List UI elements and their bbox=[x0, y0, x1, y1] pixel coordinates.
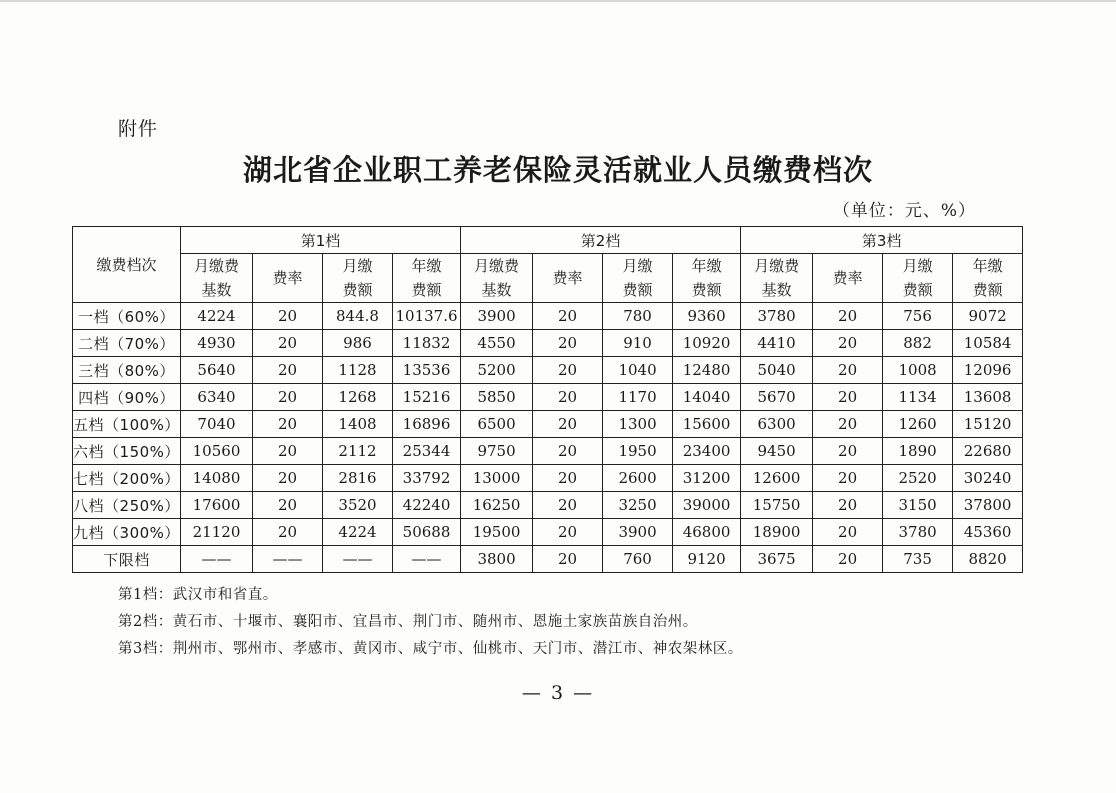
table-cell: 6340 bbox=[181, 384, 253, 411]
table-row bbox=[73, 303, 1023, 330]
note-tier-3: 第3档：荆州市、鄂州市、孝感市、黄冈市、咸宁市、仙桃市、天门市、潜江市、神农架林区。 bbox=[118, 641, 743, 657]
sub-header-row bbox=[73, 254, 1023, 303]
table-cell: 20 bbox=[253, 411, 323, 438]
table-cell: 20 bbox=[533, 303, 603, 330]
table-cell: 14080 bbox=[181, 465, 253, 492]
table-cell: 2816 bbox=[323, 465, 393, 492]
table-cell: 1040 bbox=[603, 357, 673, 384]
table-cell: 4224 bbox=[323, 519, 393, 546]
table-cell: 10560 bbox=[181, 438, 253, 465]
table-cell: 20 bbox=[813, 465, 883, 492]
table-cell: 6500 bbox=[461, 411, 533, 438]
table-cell: 6300 bbox=[741, 411, 813, 438]
table-cell: 9072 bbox=[953, 303, 1023, 330]
table-cell: —— bbox=[323, 546, 393, 573]
table-cell: 1890 bbox=[883, 438, 953, 465]
row-label: 二档（70%） bbox=[73, 330, 181, 357]
unit-note: （单位：元、%） bbox=[832, 201, 976, 221]
table-cell: 15216 bbox=[393, 384, 461, 411]
table-cell: 5040 bbox=[741, 357, 813, 384]
table-cell: 7040 bbox=[181, 411, 253, 438]
table-cell: 1008 bbox=[883, 357, 953, 384]
table-cell: 16250 bbox=[461, 492, 533, 519]
table-cell: 20 bbox=[253, 492, 323, 519]
table-cell: 12096 bbox=[953, 357, 1023, 384]
table-cell: 1300 bbox=[603, 411, 673, 438]
table-cell: 50688 bbox=[393, 519, 461, 546]
table-cell: 20 bbox=[813, 411, 883, 438]
sub-header-cell: 月缴费 基数 bbox=[181, 254, 253, 303]
row-label: 八档（250%） bbox=[73, 492, 181, 519]
table-cell: 16896 bbox=[393, 411, 461, 438]
table-cell: 5640 bbox=[181, 357, 253, 384]
table-cell: 20 bbox=[813, 519, 883, 546]
table-row bbox=[73, 546, 1023, 573]
table-row bbox=[73, 492, 1023, 519]
table-row bbox=[73, 357, 1023, 384]
table-cell: 42240 bbox=[393, 492, 461, 519]
table-cell: 13000 bbox=[461, 465, 533, 492]
notes bbox=[118, 582, 743, 663]
table-cell: 20 bbox=[533, 384, 603, 411]
table-cell: 3150 bbox=[883, 492, 953, 519]
table-cell: 2600 bbox=[603, 465, 673, 492]
table-cell: 20 bbox=[253, 519, 323, 546]
table-cell: 17600 bbox=[181, 492, 253, 519]
sub-header-cell: 月缴 费额 bbox=[323, 254, 393, 303]
table-body bbox=[73, 303, 1023, 573]
table-cell: 4410 bbox=[741, 330, 813, 357]
row-header-label: 缴费档次 bbox=[73, 227, 181, 303]
table-cell: 20 bbox=[253, 303, 323, 330]
table-cell: 25344 bbox=[393, 438, 461, 465]
table-cell: 13608 bbox=[953, 384, 1023, 411]
table-cell: 9360 bbox=[673, 303, 741, 330]
table-cell: 13536 bbox=[393, 357, 461, 384]
table-row bbox=[73, 519, 1023, 546]
table-cell: 15600 bbox=[673, 411, 741, 438]
table-cell: 1128 bbox=[323, 357, 393, 384]
row-label: 六档（150%） bbox=[73, 438, 181, 465]
table-cell: 30240 bbox=[953, 465, 1023, 492]
row-label: 三档（80%） bbox=[73, 357, 181, 384]
note-tier-2: 第2档：黄石市、十堰市、襄阳市、宜昌市、荆门市、随州市、恩施土家族苗族自治州。 bbox=[118, 614, 698, 630]
table-cell: 760 bbox=[603, 546, 673, 573]
table-cell: 882 bbox=[883, 330, 953, 357]
attachment-label: 附件 bbox=[118, 118, 159, 140]
table-cell: 10137.6 bbox=[393, 303, 461, 330]
table-cell: 20 bbox=[533, 546, 603, 573]
table-cell: 5670 bbox=[741, 384, 813, 411]
table-cell: 5200 bbox=[461, 357, 533, 384]
table-cell: 18900 bbox=[741, 519, 813, 546]
sub-header-cell: 费率 bbox=[533, 254, 603, 303]
table-cell: 3780 bbox=[883, 519, 953, 546]
table-cell: 20 bbox=[253, 465, 323, 492]
table-cell: 37800 bbox=[953, 492, 1023, 519]
table-cell: 20 bbox=[813, 492, 883, 519]
page-title: 湖北省企业职工养老保险灵活就业人员缴费档次 bbox=[242, 153, 873, 187]
scan-top-edge bbox=[0, 0, 1116, 2]
table-cell: 20 bbox=[533, 492, 603, 519]
table-cell: 10920 bbox=[673, 330, 741, 357]
table-cell: 8820 bbox=[953, 546, 1023, 573]
table-cell: 45360 bbox=[953, 519, 1023, 546]
note-tier-1: 第1档：武汉市和省直。 bbox=[118, 587, 278, 603]
table-cell: 20 bbox=[533, 465, 603, 492]
table-cell: 20 bbox=[813, 546, 883, 573]
table-cell: 23400 bbox=[673, 438, 741, 465]
table-cell: —— bbox=[253, 546, 323, 573]
table-cell: 1260 bbox=[883, 411, 953, 438]
table-cell: 9450 bbox=[741, 438, 813, 465]
table-cell: 20 bbox=[253, 438, 323, 465]
row-label: 下限档 bbox=[73, 546, 181, 573]
sub-header-cell: 费率 bbox=[253, 254, 323, 303]
table-cell: —— bbox=[181, 546, 253, 573]
table-cell: 20 bbox=[813, 384, 883, 411]
table-cell: 3900 bbox=[461, 303, 533, 330]
sub-header-cell: 年缴 费额 bbox=[953, 254, 1023, 303]
table-cell: 20 bbox=[533, 330, 603, 357]
table-cell: 4550 bbox=[461, 330, 533, 357]
table-cell: 14040 bbox=[673, 384, 741, 411]
row-label: 一档（60%） bbox=[73, 303, 181, 330]
sub-header-cell: 费率 bbox=[813, 254, 883, 303]
contribution-table bbox=[72, 226, 1023, 573]
table-cell: 12480 bbox=[673, 357, 741, 384]
table-cell: 4930 bbox=[181, 330, 253, 357]
sub-header-cell: 年缴 费额 bbox=[673, 254, 741, 303]
page-number: — 3 — bbox=[521, 682, 595, 704]
table-cell: 986 bbox=[323, 330, 393, 357]
row-label: 九档（300%） bbox=[73, 519, 181, 546]
table-cell: 39000 bbox=[673, 492, 741, 519]
table-cell: 20 bbox=[813, 330, 883, 357]
group-header-2: 第2档 bbox=[461, 227, 741, 254]
table-cell: 15750 bbox=[741, 492, 813, 519]
table-cell: 9750 bbox=[461, 438, 533, 465]
table-cell: 11832 bbox=[393, 330, 461, 357]
table-cell: 1134 bbox=[883, 384, 953, 411]
table-row bbox=[73, 330, 1023, 357]
table-cell: 1268 bbox=[323, 384, 393, 411]
table-cell: 844.8 bbox=[323, 303, 393, 330]
table-cell: 1170 bbox=[603, 384, 673, 411]
sub-header-cell: 年缴 费额 bbox=[393, 254, 461, 303]
table-row bbox=[73, 384, 1023, 411]
row-label: 五档（100%） bbox=[73, 411, 181, 438]
sub-header-cell: 月缴费 基数 bbox=[461, 254, 533, 303]
table-cell: 5850 bbox=[461, 384, 533, 411]
table-row bbox=[73, 438, 1023, 465]
group-header-1: 第1档 bbox=[181, 227, 461, 254]
sub-header-cell: 月缴费 基数 bbox=[741, 254, 813, 303]
table-cell: 33792 bbox=[393, 465, 461, 492]
table-cell: 19500 bbox=[461, 519, 533, 546]
table-cell: 780 bbox=[603, 303, 673, 330]
table-cell: 15120 bbox=[953, 411, 1023, 438]
table-cell: 735 bbox=[883, 546, 953, 573]
table-cell: 20 bbox=[253, 330, 323, 357]
table-cell: —— bbox=[393, 546, 461, 573]
table-cell: 9120 bbox=[673, 546, 741, 573]
sub-header-cell: 月缴 费额 bbox=[883, 254, 953, 303]
row-label: 七档（200%） bbox=[73, 465, 181, 492]
table-cell: 20 bbox=[533, 357, 603, 384]
table-cell: 21120 bbox=[181, 519, 253, 546]
table-cell: 20 bbox=[533, 519, 603, 546]
table-cell: 22680 bbox=[953, 438, 1023, 465]
table-cell: 20 bbox=[533, 438, 603, 465]
table-cell: 2520 bbox=[883, 465, 953, 492]
table-cell: 20 bbox=[813, 303, 883, 330]
group-header-3: 第3档 bbox=[741, 227, 1023, 254]
table-cell: 1950 bbox=[603, 438, 673, 465]
table-cell: 3675 bbox=[741, 546, 813, 573]
table-cell: 910 bbox=[603, 330, 673, 357]
row-label: 四档（90%） bbox=[73, 384, 181, 411]
table-cell: 31200 bbox=[673, 465, 741, 492]
table-cell: 4224 bbox=[181, 303, 253, 330]
table-cell: 20 bbox=[253, 384, 323, 411]
table-cell: 3780 bbox=[741, 303, 813, 330]
table-cell: 20 bbox=[813, 357, 883, 384]
table-cell: 756 bbox=[883, 303, 953, 330]
table-cell: 3800 bbox=[461, 546, 533, 573]
table-cell: 12600 bbox=[741, 465, 813, 492]
table-row bbox=[73, 411, 1023, 438]
sub-header-cell: 月缴 费额 bbox=[603, 254, 673, 303]
table-cell: 20 bbox=[533, 411, 603, 438]
table-cell: 3250 bbox=[603, 492, 673, 519]
table-cell: 3900 bbox=[603, 519, 673, 546]
table-cell: 10584 bbox=[953, 330, 1023, 357]
table-cell: 46800 bbox=[673, 519, 741, 546]
table-row bbox=[73, 465, 1023, 492]
table-cell: 20 bbox=[253, 357, 323, 384]
table-cell: 2112 bbox=[323, 438, 393, 465]
table-cell: 20 bbox=[813, 438, 883, 465]
table-cell: 1408 bbox=[323, 411, 393, 438]
table-cell: 3520 bbox=[323, 492, 393, 519]
